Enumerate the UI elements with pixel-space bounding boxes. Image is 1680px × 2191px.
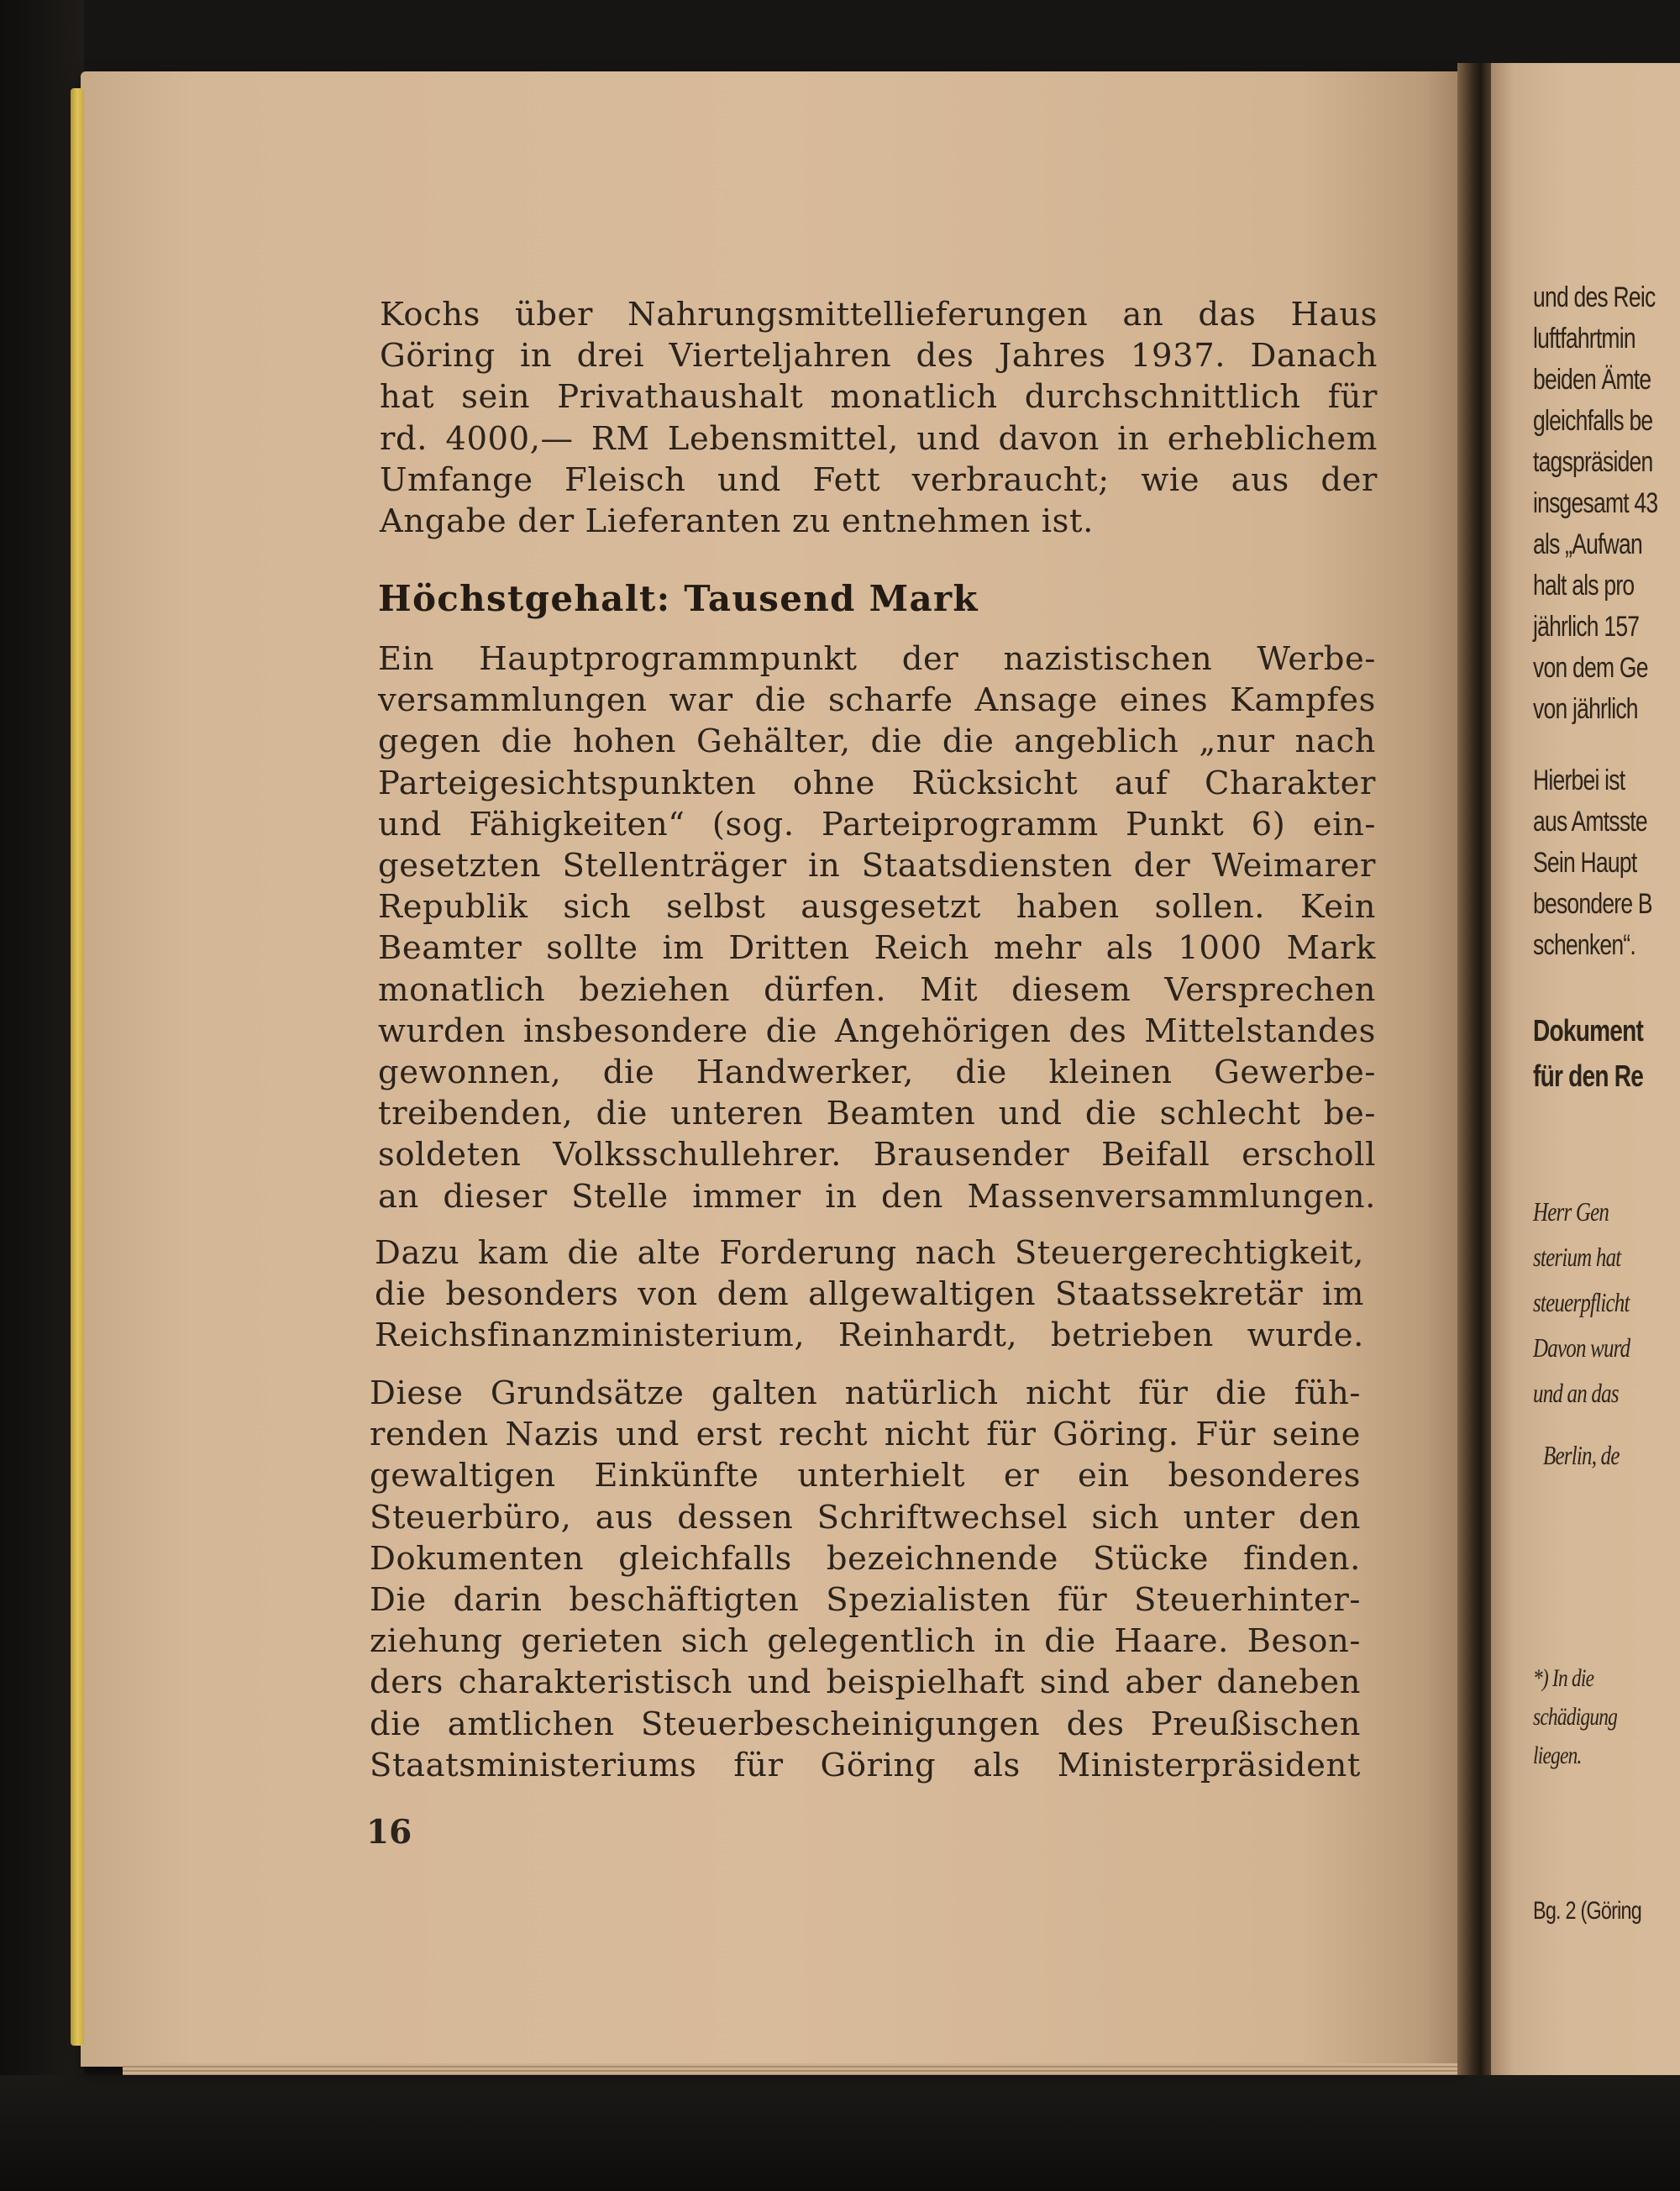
text-line: Dazu kam die alte Forderung nach Steuergerechtigkeit, (375, 1234, 1364, 1272)
text-line: versammlungen war die scharfe Ansage eines Kampfes (378, 681, 1376, 720)
footnote-line: liegen. (1533, 1742, 1582, 1769)
text-line: Steuerbüro, aus dessen Schriftwechsel sich unter den (370, 1498, 1361, 1537)
text-line: gesetzten Stellenträger in Staatsdiensten der Weimarer (378, 847, 1376, 885)
footnote-line: schädigung (1533, 1703, 1618, 1731)
text-line: jährlich 157 (1533, 611, 1640, 643)
text-line: schenken“. (1533, 929, 1635, 961)
text-line: von jährlich (1533, 693, 1638, 725)
text-line: besondere B (1533, 888, 1652, 920)
text-line: Diese Grundsätze galten natürlich nicht für die füh- (370, 1374, 1361, 1412)
footnote-line: *) In die (1533, 1664, 1594, 1692)
page-number: 16 (366, 1813, 412, 1852)
right-paragraph-1 (1533, 277, 1657, 730)
text-line: Herr Gen (1533, 1196, 1609, 1227)
paragraph-1 (380, 294, 1378, 542)
paragraph-4 (370, 1373, 1361, 1786)
text-line: luftfahrtmin (1533, 323, 1635, 355)
right-paragraph-2 (1533, 760, 1652, 966)
text-line: tagspräsiden (1533, 446, 1653, 478)
text-line: als „Aufwan (1533, 528, 1642, 560)
text-line: Beamter sollte im Dritten Reich mehr als 1000 Mark (378, 929, 1376, 968)
paragraph-2 (378, 638, 1376, 1217)
text-line: ders charakteristisch und beispielhaft sind aber daneben (370, 1663, 1361, 1702)
right-place-date: Berlin, de (1543, 1440, 1620, 1470)
section-heading: Höchstgehalt: Tausend Mark (378, 578, 979, 619)
text-line: monatlich beziehen dürfen. Mit diesem Versprechen (378, 970, 1376, 1009)
text-line: und Fähigkeiten“ (sog. Parteiprogramm Punkt 6) ein- (378, 805, 1376, 843)
page-bottom-edges (123, 2063, 1467, 2075)
text-line: ziehung gerieten sich gelegentlich in die Haare. Beson- (370, 1622, 1361, 1661)
heading-line: für den Re (1533, 1059, 1644, 1093)
text-line: die amtlichen Steuerbescheinigungen des Preußischen (370, 1705, 1361, 1743)
text-line: Kochs über Nahrungsmittellieferungen an das Haus (380, 296, 1378, 334)
text-line: Republik sich selbst ausgesetzt haben sollen. Kein (378, 888, 1376, 927)
text-line: rd. 4000,— RM Lebensmittel, und davon in erheblichem (380, 419, 1378, 458)
text-line: hat sein Privathaushalt monatlich durchschnittlich für (380, 378, 1378, 417)
text-line: sterium hat (1533, 1242, 1621, 1272)
text-line: gegen die hohen Gehälter, die die angeblich „nur nach (378, 722, 1376, 761)
heading-line: Dokument (1533, 1013, 1644, 1048)
text-line: Hierbei ist (1533, 764, 1625, 796)
page-edge (71, 88, 84, 2046)
text-line: von dem Ge (1533, 652, 1648, 684)
text-line: Göring in drei Vierteljahren des Jahres 1937. Danach (380, 337, 1378, 376)
text-line: soldeten Volksschullehrer. Brausender Beifall erscholl (378, 1136, 1376, 1174)
text-line: Davon wurd (1533, 1332, 1630, 1363)
text-line: Dokumenten gleichfalls bezeichnende Stücke finden. (370, 1539, 1361, 1578)
text-line: Angabe der Lieferanten zu entnehmen ist. (380, 502, 1094, 541)
text-line: wurden insbesondere die Angehörigen des Mittelstandes (378, 1011, 1376, 1050)
text-line: treibenden, die unteren Beamten und die schlecht be- (378, 1095, 1376, 1133)
text-line: gleichfalls be (1533, 405, 1653, 437)
right-section-heading (1533, 1008, 1643, 1099)
right-document-text (1533, 1189, 1630, 1416)
text-line: und an das (1533, 1378, 1619, 1408)
text-line: Die darin beschäftigten Spezialisten für Steuerhinter- (370, 1581, 1361, 1620)
right-signature-mark: Bg. 2 (Göring (1533, 1897, 1642, 1925)
right-footnote (1533, 1659, 1617, 1775)
background-bottom (0, 2075, 1680, 2191)
text-line: steuerpflicht (1533, 1287, 1630, 1317)
text-line: halt als pro (1533, 570, 1635, 602)
text-line: Parteigesichtspunkten ohne Rücksicht auf Charakter (378, 764, 1376, 802)
text-line: und des Reic (1533, 281, 1656, 313)
text-line: Umfange Fleisch und Fett verbraucht; wie aus der (380, 460, 1378, 499)
text-line: aus Amtsste (1533, 806, 1647, 838)
text-line: Ein Hauptprogrammpunkt der nazistischen Werbe- (378, 640, 1376, 678)
paragraph-3 (375, 1232, 1364, 1357)
text-line: die besonders von dem allgewaltigen Staatssekretär im (375, 1275, 1364, 1314)
text-line: Sein Haupt (1533, 847, 1637, 879)
text-line: gewaltigen Einkünfte unterhielt er ein besonderes (370, 1457, 1361, 1495)
text-line: gewonnen, die Handwerker, die kleinen Gewerbe- (378, 1053, 1376, 1092)
text-line: beiden Ämte (1533, 364, 1651, 396)
text-line: Reichsfinanzministerium, Reinhardt, betrieben wurde. (375, 1316, 1364, 1355)
text-line: an dieser Stelle immer in den Massenversammlungen. (378, 1177, 1376, 1216)
text-line: Staatsministeriums für Göring als Ministerpräsident (370, 1746, 1361, 1784)
text-line: renden Nazis und erst recht nicht für Göring. Für seine (370, 1416, 1361, 1454)
right-page (1491, 63, 1680, 2075)
text-line: insgesamt 43 (1533, 487, 1658, 519)
